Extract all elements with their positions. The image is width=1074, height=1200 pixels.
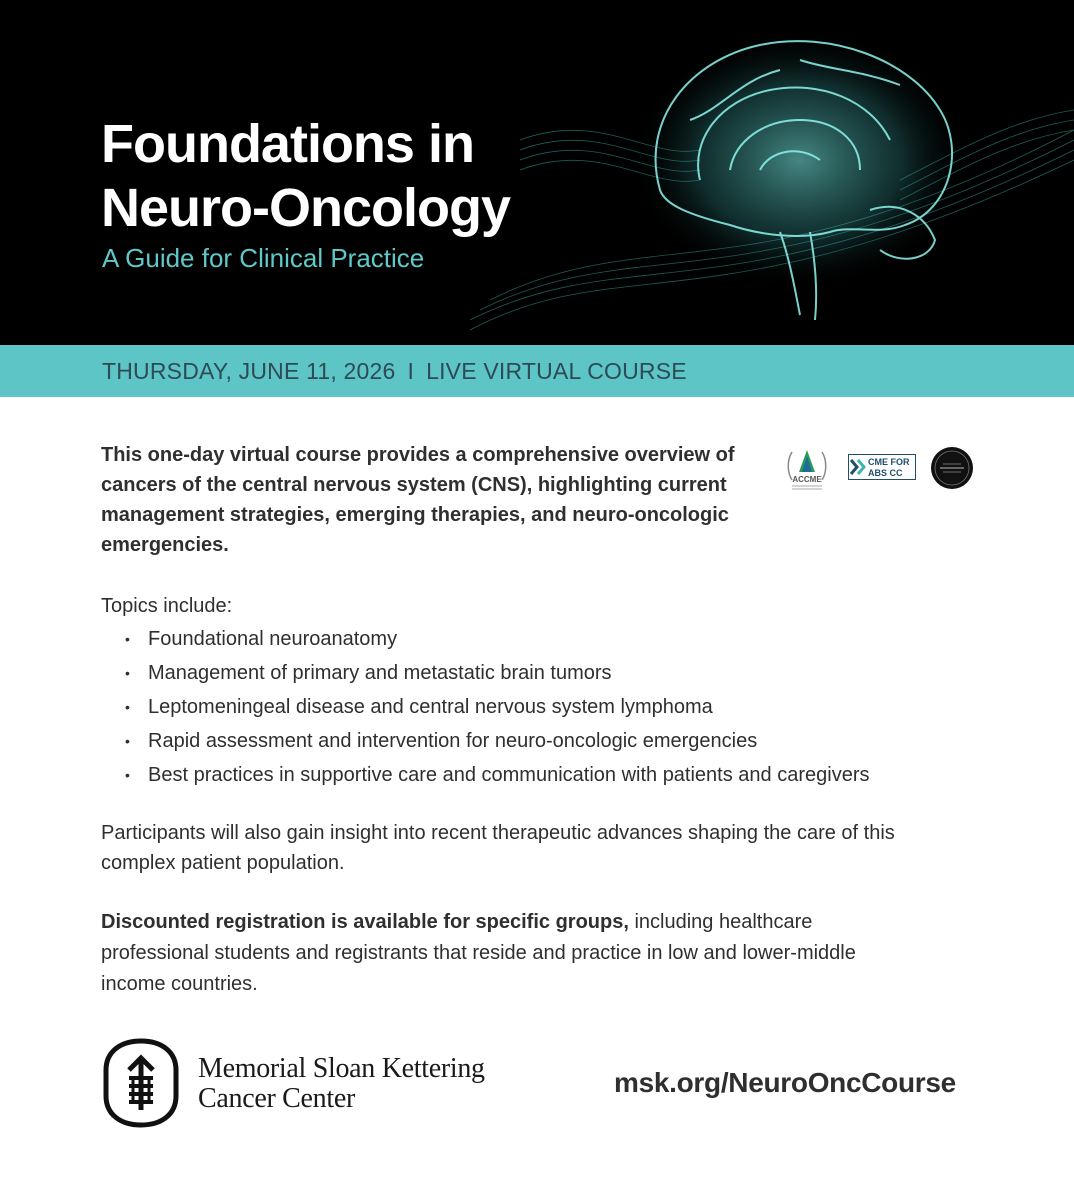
bullet-icon: •	[125, 665, 130, 681]
topic-item	[101, 690, 961, 724]
cme-label-line-1: CME FOR	[868, 457, 910, 467]
topics-heading: Topics include:	[101, 595, 233, 617]
discount-paragraph	[101, 907, 881, 1000]
bullet-icon: •	[125, 699, 130, 715]
topic-text: Foundational neuroanatomy	[148, 628, 398, 650]
discount-details: including healthcare professional students and registrants that reside and practice in low and lower-middle income countries.	[101, 911, 856, 995]
course-format: LIVE VIRTUAL COURSE	[426, 358, 687, 384]
course-subtitle: A Guide for Clinical Practice	[102, 243, 425, 273]
topic-item	[101, 622, 961, 656]
topic-text: Leptomeningeal disease and central nervous system lymphoma	[148, 696, 713, 718]
hero-banner	[0, 0, 1074, 345]
course-title-line-1: Foundations in	[101, 114, 474, 174]
topic-text: Best practices in supportive care and communication with patients and caregivers	[148, 764, 870, 786]
accme-badge-label: ACCME	[792, 475, 822, 484]
topic-item	[101, 758, 961, 792]
course-title-line-2: Neuro-Oncology	[101, 178, 511, 238]
org-name-line-1: Memorial Sloan Kettering	[198, 1053, 485, 1084]
topic-item	[101, 724, 961, 758]
discount-lead: Discounted registration is available for specific groups,	[101, 911, 629, 933]
topic-item	[101, 656, 961, 690]
msk-logo-icon	[102, 1038, 180, 1128]
participants-paragraph: Participants will also gain insight into recent therapeutic advances shaping the care of this complex patient population.	[101, 822, 895, 874]
organization-name	[198, 1054, 485, 1114]
date-band	[0, 345, 1074, 397]
course-url-link[interactable]: msk.org/NeuroOncCourse	[614, 1067, 956, 1098]
bullet-icon: •	[125, 767, 130, 783]
bullet-icon: •	[125, 733, 130, 749]
accredited-provider-seal-icon	[930, 446, 974, 490]
intro-paragraph: This one-day virtual course provides a comprehensive overview of cancers of the central nervous system (CNS), highlighting current management strategies, emerging therapies, and neuro-oncologic emergencies.	[101, 444, 735, 556]
cme-label-line-2: ABS CC	[868, 468, 903, 478]
course-title	[101, 112, 510, 240]
topic-text: Rapid assessment and intervention for neuro-oncologic emergencies	[148, 730, 758, 752]
date-band-text	[102, 357, 687, 385]
topic-text: Management of primary and metastatic brain tumors	[148, 662, 612, 684]
org-name-line-2: Cancer Center	[198, 1083, 356, 1114]
band-separator: I	[407, 358, 415, 384]
topics-list	[101, 622, 961, 792]
cme-abs-badge-icon	[848, 454, 916, 480]
accreditation-badges	[780, 444, 980, 494]
accme-badge-icon	[784, 444, 830, 494]
course-date: THURSDAY, JUNE 11, 2026	[102, 358, 396, 384]
bullet-icon: •	[125, 631, 130, 647]
